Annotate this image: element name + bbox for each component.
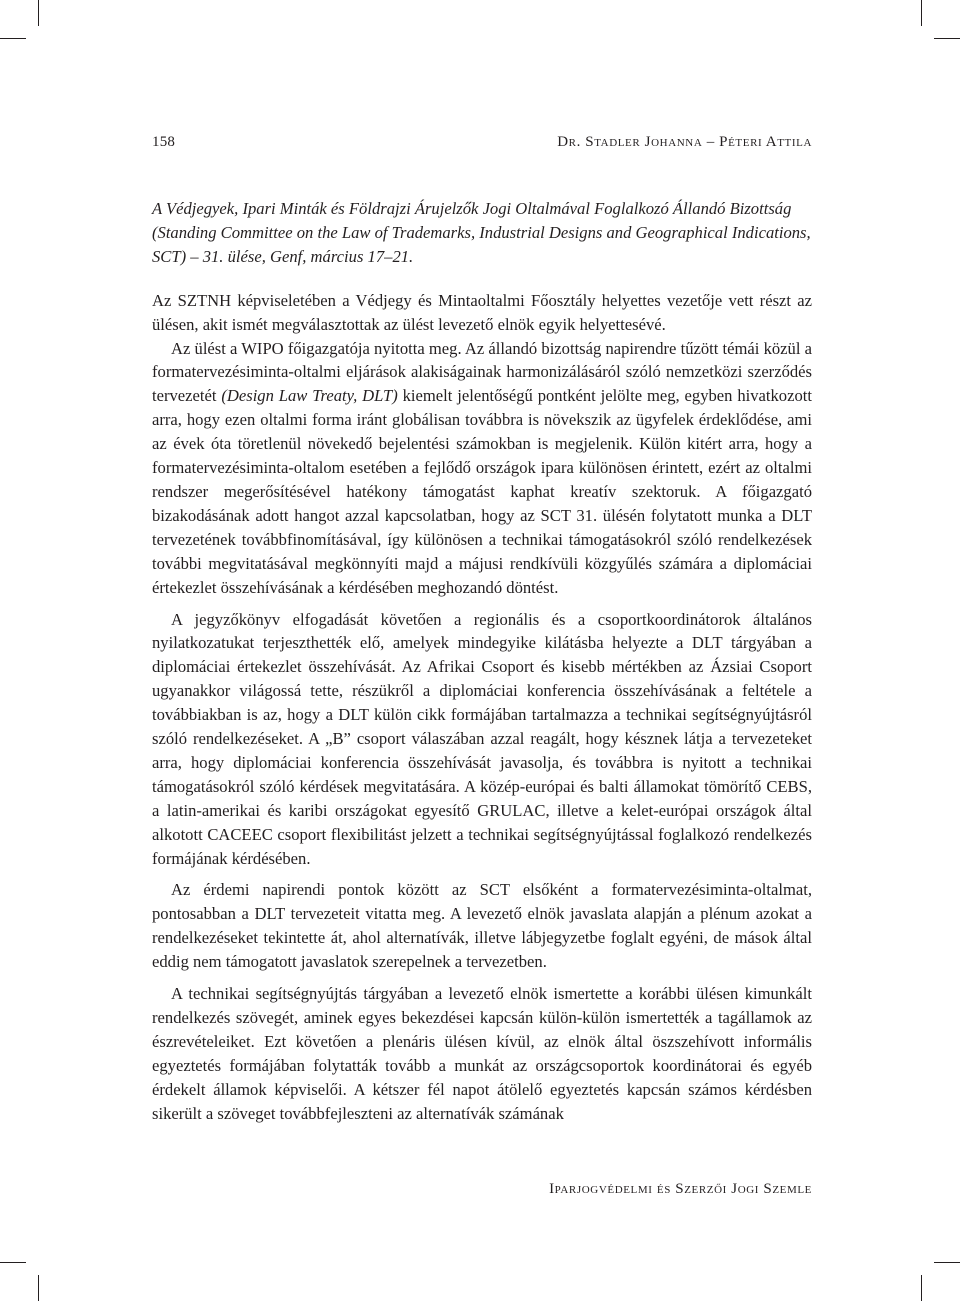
paragraph-2: [152, 337, 812, 600]
crop-mark-bottom-right-horizontal: [934, 1262, 960, 1263]
crop-mark-top-left-horizontal: [0, 38, 26, 39]
paragraph-4: Az érdemi napirendi pontok között az SCT elsőként a formatervezésiminta-oltalmat, pontosabban a DLT tervezeteit vitatta meg. A levezető elnök javaslata alapján a plénum azokat a rendelkezéseket tekintette át, ahol alternatívák, illetve lábjegyzetbe foglalt egyéni, de mások által eddig nem támogatott javaslatok szerepelnek a tervezetben.: [152, 880, 812, 972]
crop-mark-bottom-right-vertical: [921, 1275, 922, 1301]
paragraph-2-italic: (Design Law Treaty, DLT): [221, 386, 398, 406]
page-number: 158: [152, 134, 176, 150]
paragraph-3: A jegyzőkönyv elfogadását követően a regionális és a csoportkoordinátorok általános nyilatkozatukat terjeszthették elő, amelyek mindegyike kilátásba helyezte a DLT tárgyában a diplomáciai értekezlet összehívását. Az Afrikai Csoport és kisebb mértékben az Ázsiai Csoport ugyanakkor világossá tette, részükről a diplomáciai konferencia összehívásának a feltétele a továbbiakban is az, hogy a DLT külön cikk formájában tartalmazza a technikai segítségnyújtásról szóló rendelkezéseket. A „B” csoport válaszában azzal reagált, hogy késznek látja a tervezeteket arra, hogy diplomáciai konferencia összehívását javasolja, és továbbra is nyitott a technikai támogatásokról szóló kérdések megvitatására. A közép-európai és balti államokat tömörítő CEBS, a latin-amerikai és karibi országokat egyesítő GRULAC, illetve a kelet-európai országok által alkotott CACEEC csoport flexibilitást jelzett a technikai segítségnyújtással foglalkozó rendelkezés formájának kérdésében.: [152, 609, 812, 868]
running-footer-journal: Iparjogvédelmi és Szerzői Jogi Szemle: [549, 1181, 812, 1197]
crop-mark-top-right-vertical: [921, 0, 922, 26]
paragraph-1: Az SZTNH képviseletében a Védjegy és Mintaoltalmi Főosztály helyettes vezetője vett részt az ülésen, akit ismét megválasztottak az ülést levezető elnök egyik helyettesévé.: [152, 290, 812, 334]
paragraph-2-part-1: Az ülést a WIPO főigazgatója nyitotta meg. Az állandó bizottság napirendre tűzött témái közül a formatervezésiminta-oltalmi eljárások alakiságainak harmonizálásáról szóló nemzetközi szerződés tervezetét: [152, 338, 812, 406]
section-heading: A Védjegyek, Ipari Minták és Földrajzi Árujelzők Jogi Oltalmával Foglalkozó Állandó Bizottság (Standing Committee on the Law of Trademarks, Industrial Designs and Geographical Indications, SCT) – 31. ülése, Genf, március 17–21.: [152, 199, 811, 266]
crop-mark-top-left-vertical: [38, 0, 39, 26]
paragraph-2-part-2: kiemelt jelentőségű pontként jelölte meg, egyben hivatkozott arra, hogy ezen oltalmi forma iránt globálisan továbbra is növekszik az ügyfelek érdeklődése, ami az évek óta töretlenül növekedő bejelentési számokban is megjelenik. Külön kitért arra, hogy a formatervezésiminta-oltalom esetében a fejlődő országok ipara különösen érintett, ezért az oltalmi rendszer megerősítésével hatékony támogatást kaphat kreatív szektoruk. A főigazgató bizakodásának adott hangot azzal kapcsolatban, hogy az SCT 31. ülésén folytatott munka a DLT tervezetének továbbfinomításával, így különösen a technikai támogatásokról szóló rendelkezések további megvitatásával megkönnyíti majd a májusi rendkívüli közgyűlés számára a diplomáciai értekezlet összehívásának a kérdésében meghozandó döntést.: [152, 386, 812, 597]
crop-mark-bottom-left-vertical: [38, 1275, 39, 1301]
crop-mark-bottom-left-horizontal: [0, 1262, 26, 1263]
article-body: [152, 197, 812, 1126]
paragraph-5: A technikai segítségnyújtás tárgyában a levezető elnök ismertette a korábbi ülésen kimunkált rendelkezés szövegét, aminek egyes bekezdései kapcsán külön-külön ismertették a tagállamok az észrevételeiket. Ezt követően a plenáris ülésen kívül, az elnök által öszszehívott informális egyeztetés formájában folytatták tovább a munkát az országcsoportok koordinátorai és egyéb érdekelt államok képviselői. A kétszer fél napot átölelő egyeztetés kapcsán számos kérdésben sikerült a szöveget továbbfejleszteni az alternatívák számának: [152, 984, 812, 1123]
header-authors: Dr. Stadler Johanna – Péteri Attila: [557, 134, 812, 150]
running-header: [152, 134, 812, 151]
crop-mark-top-right-horizontal: [934, 38, 960, 39]
